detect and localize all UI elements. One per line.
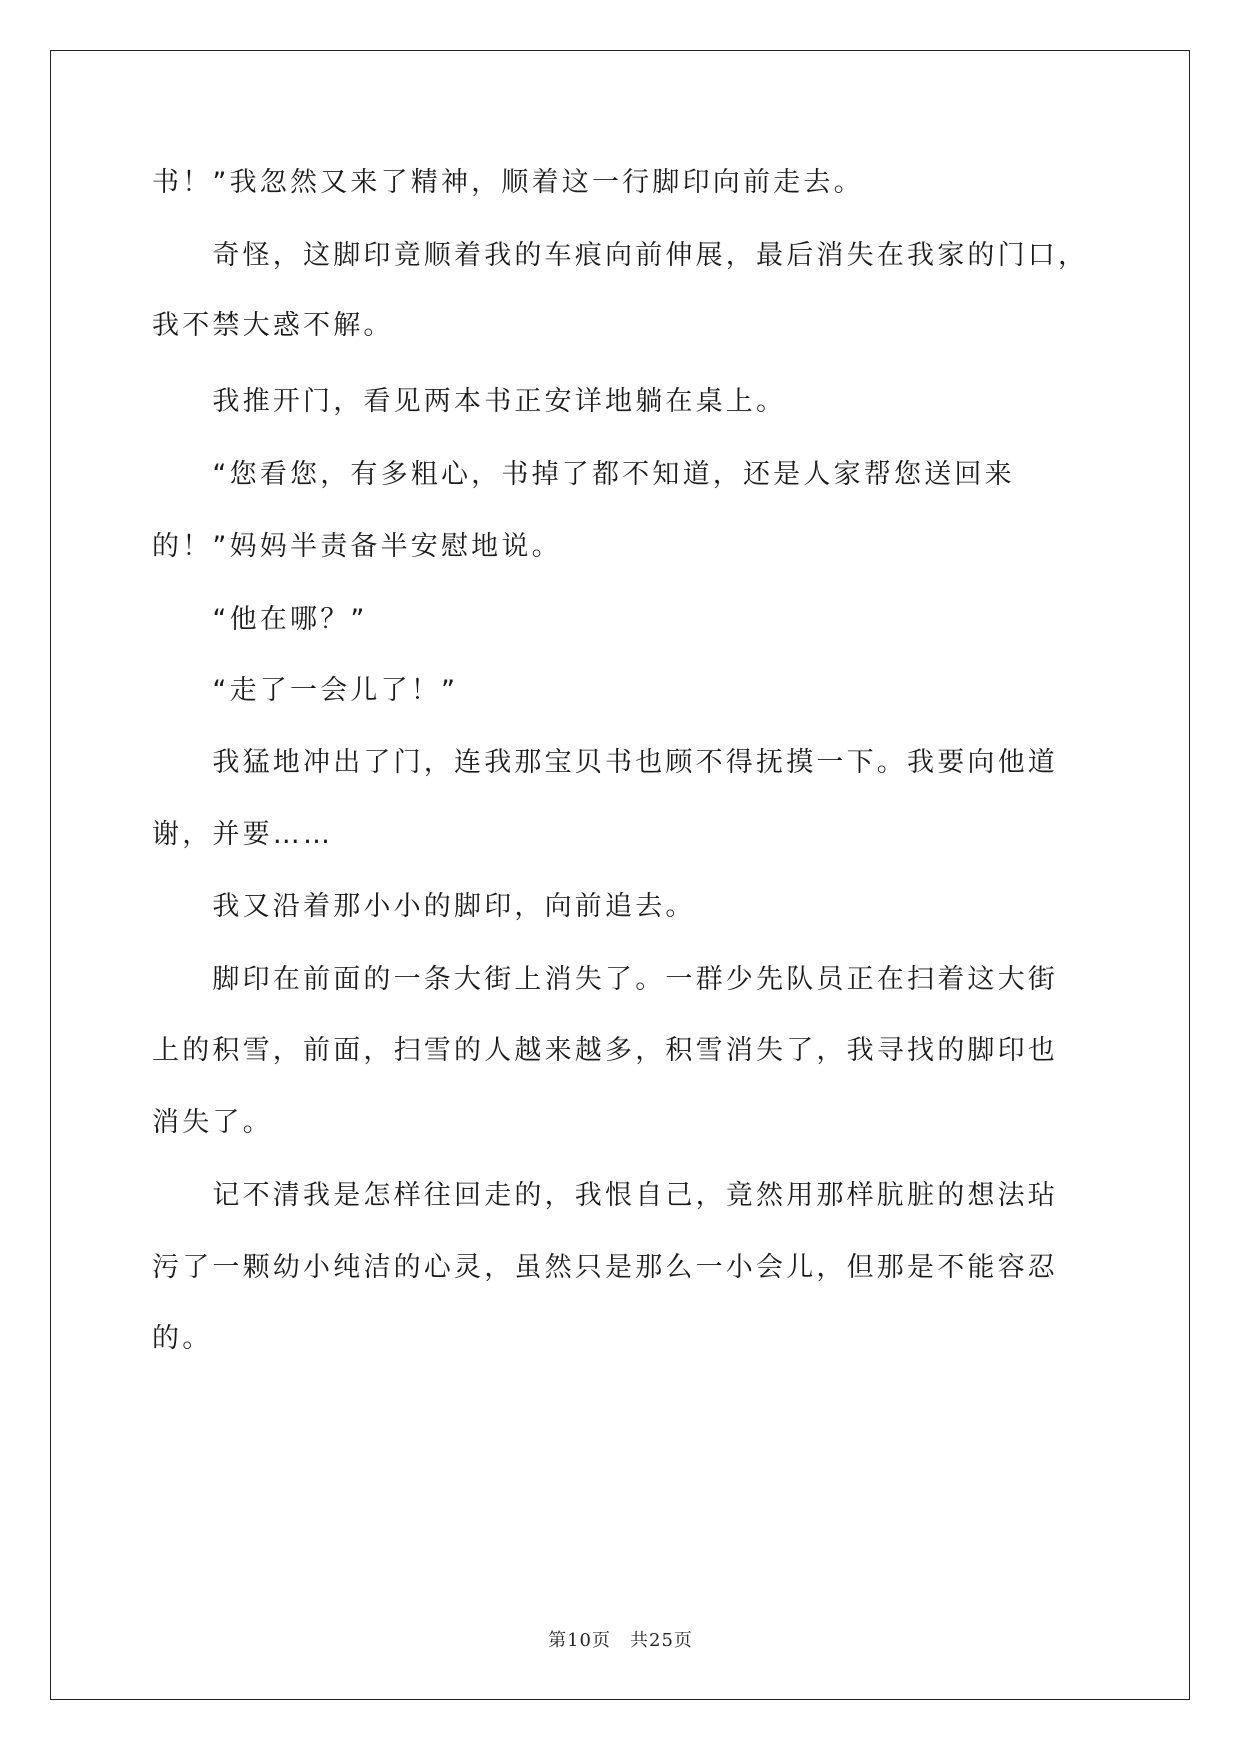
text-line: 我又沿着那小小的脚印，向前追去。 xyxy=(152,891,696,922)
text-line: 消失了。 xyxy=(152,1107,273,1138)
text-line: “走了一会儿了！” xyxy=(152,675,459,706)
text-line: 污了一颗幼小纯洁的心灵，虽然只是那么一小会儿，但那是不能容忍 xyxy=(152,1252,1058,1283)
text-line: 我猛地冲出了门，连我那宝贝书也顾不得抚摸一下。我要向他道 xyxy=(152,747,1058,778)
text-line: 书！”我忽然又来了精神，顺着这一行脚印向前走去。 xyxy=(152,167,864,198)
text-line: 奇怪，这脚印竟顺着我的车痕向前伸展，最后消失在我家的门口， xyxy=(152,240,1089,271)
text-line: 上的积雪，前面，扫雪的人越来越多，积雪消失了，我寻找的脚印也 xyxy=(152,1035,1058,1066)
text-line: 的。 xyxy=(152,1323,213,1354)
text-line: 的！”妈妈半责备半安慰地说。 xyxy=(152,531,562,562)
text-line: 脚印在前面的一条大街上消失了。一群少先队员正在扫着这大街 xyxy=(152,964,1058,995)
text-line: “您看您，有多粗心，书掉了都不知道，还是人家帮您送回来 xyxy=(152,459,1015,490)
page-number-footer: 第10页 共25页 xyxy=(548,1630,693,1651)
page-border xyxy=(50,50,1190,1700)
text-line: “他在哪？” xyxy=(152,604,368,635)
text-line: 谢，并要…… xyxy=(152,819,334,850)
text-line: 我推开门，看见两本书正安详地躺在桌上。 xyxy=(152,386,787,417)
text-line: 我不禁大惑不解。 xyxy=(152,310,394,341)
text-line: 记不清我是怎样往回走的，我恨自己，竟然用那样肮脏的想法玷 xyxy=(152,1180,1058,1211)
